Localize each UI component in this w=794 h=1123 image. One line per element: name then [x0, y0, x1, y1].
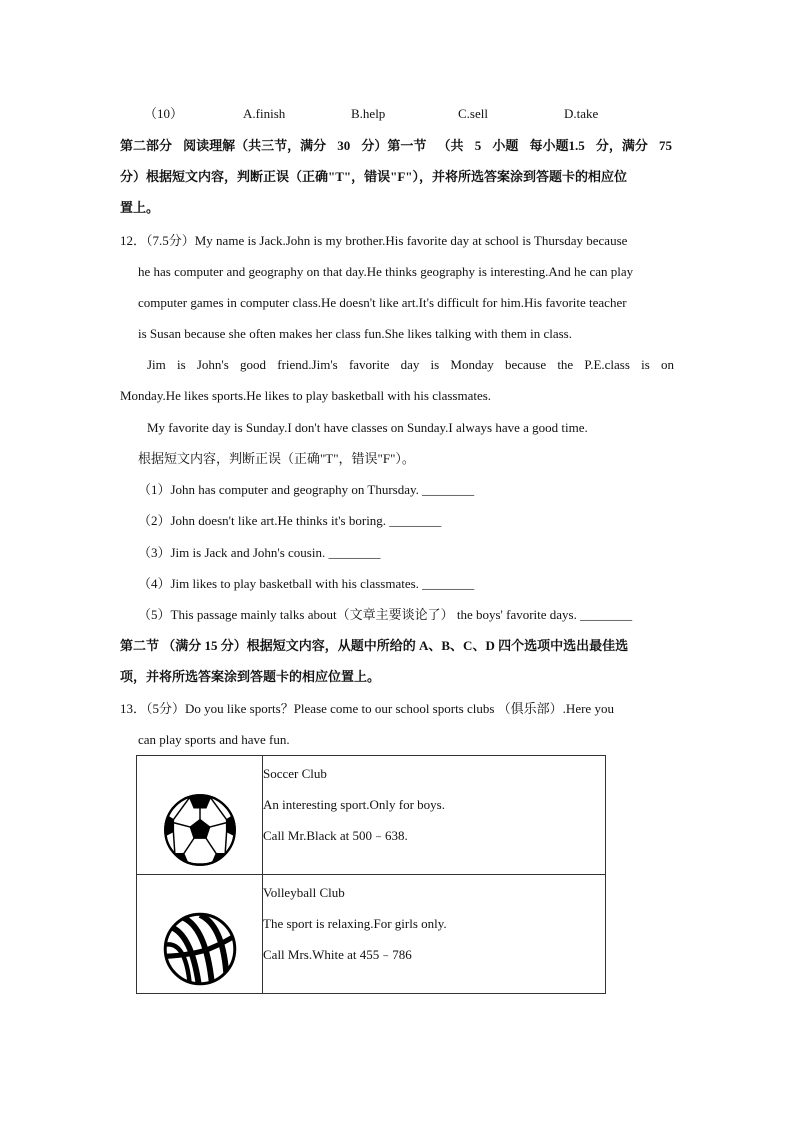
volleyball-icon — [163, 912, 237, 986]
question-number: （10） — [144, 106, 184, 121]
q12-statement-3: （3）Jim is Jack and John's cousin. ________ — [138, 545, 381, 560]
club-image-cell — [137, 875, 263, 994]
header-word: 分）第一节 — [361, 138, 427, 153]
clubs-table — [136, 755, 606, 994]
part2-header-line3: 置上。 — [120, 200, 160, 215]
club-name: Volleyball Club — [263, 885, 345, 900]
club-description: An interesting sport.Only for boys. — [263, 797, 445, 812]
passage-word: is — [177, 357, 186, 372]
passage-word: is — [430, 357, 440, 372]
header-word: （共 — [437, 138, 464, 153]
passage-word: friend.Jim's — [277, 357, 338, 372]
passage-word: good — [240, 357, 267, 372]
header-word: 阅读理解（共三节，满分 — [183, 138, 327, 153]
club-contact: Call Mr.Black at 500﹣638. — [263, 828, 408, 843]
q12-passage-line: he has computer and geography on that day.He thinks geography is interesting.And he can play — [138, 264, 634, 279]
club-info-cell — [263, 875, 606, 994]
club-row-soccer — [137, 756, 606, 875]
passage-word: Monday — [450, 357, 494, 372]
section2-header-line1: 第二节 （满分 15 分）根据短文内容，从题中所给的 A、B、C、D 四个选项中选出最佳选 — [120, 638, 629, 653]
club-name: Soccer Club — [263, 766, 327, 781]
passage-word: is — [641, 357, 650, 372]
q13-intro-line2: can play sports and have fun. — [138, 732, 290, 747]
part2-header-line2: 分）根据短文内容，判断正误（正确"T"，错误"F"），并将所选答案涂到答题卡的相应位 — [120, 169, 627, 184]
option-c: C.sell — [458, 106, 488, 121]
passage-word: Jim — [147, 357, 166, 372]
soccer-ball-icon — [163, 793, 237, 867]
q12-passage-line: Monday.He likes sports.He likes to play basketball with his classmates. — [120, 388, 492, 403]
q12-statement-2: （2）John doesn't like art.He thinks it's boring. ________ — [138, 513, 442, 528]
passage-word: P.E.class — [584, 357, 630, 372]
q12-passage-line: My favorite day is Sunday.I don't have classes on Sunday.I always have a good time. — [147, 420, 588, 435]
option-b: B.help — [351, 106, 386, 121]
header-word: 30 — [337, 138, 351, 153]
q12-statement-4: （4）Jim likes to play basketball with his classmates. ________ — [138, 576, 475, 591]
q12-passage-line-justified — [147, 356, 674, 374]
header-word: 5 — [474, 138, 482, 153]
option-a: A.finish — [243, 106, 286, 121]
club-info-cell — [263, 756, 606, 875]
club-row-volleyball — [137, 875, 606, 994]
club-image-cell — [137, 756, 263, 875]
header-word: 第二部分 — [120, 138, 173, 153]
header-word: 75 — [658, 138, 672, 153]
passage-word: John's — [196, 357, 229, 372]
passage-word: favorite — [348, 357, 390, 372]
passage-word: because — [504, 357, 547, 372]
q12-passage-line: 12．（7.5分）My name is Jack.John is my brother.His favorite day at school is Thursday because — [120, 233, 628, 248]
part2-header-line1 — [120, 137, 672, 155]
header-word: 每小题1.5 — [529, 138, 585, 153]
header-word: 分，满分 — [595, 138, 648, 153]
club-contact: Call Mrs.White at 455﹣786 — [263, 947, 412, 962]
passage-word: the — [557, 357, 574, 372]
club-description: The sport is relaxing.For girls only. — [263, 916, 447, 931]
q12-passage-line: computer games in computer class.He doesn't like art.It's difficult for him.His favorite teacher — [138, 295, 627, 310]
option-d: D.take — [564, 106, 599, 121]
q12-instruction: 根据短文内容，判断正误（正确"T"，错误"F"）。 — [138, 451, 415, 466]
q13-intro-line1: 13．（5分）Do you like sports？Please come to our school sports clubs （俱乐部）.Here you — [120, 701, 614, 716]
header-word: 小题 — [492, 138, 519, 153]
section2-header-line2: 项，并将所选答案涂到答题卡的相应位置上。 — [120, 669, 381, 684]
q12-statement-1: （1）John has computer and geography on Thursday. ________ — [138, 482, 475, 497]
q12-statement-5: （5）This passage mainly talks about（文章主要谈论了） the boys' favorite days. ________ — [138, 607, 633, 622]
q12-passage-line: is Susan because she often makes her class fun.She likes talking with them in class. — [138, 326, 572, 341]
passage-word: on — [660, 357, 674, 372]
passage-word: day — [400, 357, 420, 372]
